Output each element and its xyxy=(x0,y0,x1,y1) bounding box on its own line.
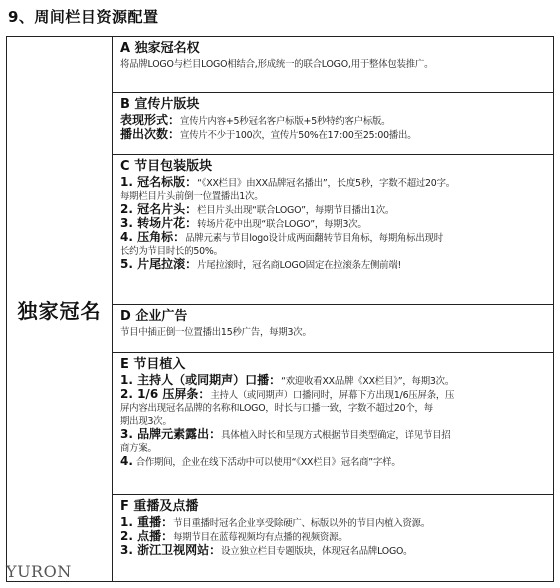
line-text: 节目重播时冠名企业享受除硬广、标版以外的节目内植入资源。 xyxy=(173,518,430,529)
section-d xyxy=(113,305,553,353)
page-heading: 9、周间栏目资源配置 xyxy=(8,8,159,26)
line-text: 宣传片不少于100次，宣传片50%在17:00至25:00播出。 xyxy=(180,130,417,141)
section-line xyxy=(120,231,547,245)
section-line xyxy=(120,402,547,415)
resource-table xyxy=(6,36,554,582)
section-line xyxy=(120,374,547,388)
line-text: “《XX栏目》由XX品牌冠名播出”，长度5秒，字数不超过20字。 xyxy=(197,178,455,189)
section-title: E 节目植入 xyxy=(120,357,186,372)
line-key: 4. xyxy=(120,454,133,468)
line-text: 品牌元素与节目logo设计成两面翻转节目角标，每期角标出现时 xyxy=(185,233,443,244)
line-text: 转场片花中出现“联合LOGO”，每期3次。 xyxy=(197,219,367,230)
sections-column xyxy=(113,37,553,581)
section-line xyxy=(120,388,547,402)
section-line xyxy=(120,258,547,272)
line-text: 合作期间，企业在线下活动中可以使用“《XX栏目》冠名商”字样。 xyxy=(132,457,401,468)
section-line xyxy=(120,203,547,217)
section-title: C 节目包装版块 xyxy=(120,159,213,174)
line-key: 1. 重播： xyxy=(120,515,174,529)
line-text: 商方案。 xyxy=(120,443,157,454)
line-text: 主持人（或同期声）口播同时，屏幕下方出现1/6压屏条，压 xyxy=(210,390,455,401)
line-text: 片尾拉滚时，冠名商LOGO固定在拉滚条左侧前端! xyxy=(197,260,402,271)
section-line xyxy=(120,442,547,455)
section-title: A 独家冠名权 xyxy=(120,41,200,56)
line-key: 2. 冠名片头： xyxy=(120,202,198,216)
line-key: 5. 片尾拉滚： xyxy=(120,257,198,271)
section-line xyxy=(120,516,547,530)
section-title: F 重播及点播 xyxy=(120,499,199,514)
line-text: 每期栏目片头前倒一位置播出1次。 xyxy=(120,191,264,202)
line-key: 4. 压角标： xyxy=(120,230,186,244)
line-key: 3. 转场片花： xyxy=(120,216,198,230)
line-key: 2. 1/6 压屏条： xyxy=(120,387,211,401)
line-key: 1. 主持人（或同期声）口播： xyxy=(120,373,282,387)
line-key: 1. 冠名标版： xyxy=(120,175,198,189)
section-line xyxy=(120,544,547,558)
section-line xyxy=(120,530,547,544)
section-title: B 宣传片版块 xyxy=(120,97,200,112)
section-line xyxy=(120,58,547,71)
section-line xyxy=(120,428,547,442)
exclusive-title-label: 独家冠名 xyxy=(17,298,102,323)
section-line xyxy=(120,326,547,339)
section-c xyxy=(113,155,553,305)
section-line xyxy=(120,128,547,142)
left-label-cell xyxy=(7,37,113,581)
line-text: 具体植入时长和呈现方式根据节目类型确定，详见节目招 xyxy=(221,430,451,441)
section-e xyxy=(113,353,553,495)
line-text: 将品牌LOGO与栏目LOGO相结合,形成统一的联合LOGO,用于整体包装推广。 xyxy=(120,59,434,70)
section-line xyxy=(120,176,547,190)
section-line xyxy=(120,455,547,469)
section-f xyxy=(113,495,553,581)
watermark-logo: YURON xyxy=(6,562,72,581)
line-key: 3. 浙江卫视网站： xyxy=(120,543,222,557)
section-a xyxy=(113,37,553,93)
line-text: 节目中插正倒一位置播出15秒广告，每期3次。 xyxy=(120,327,312,338)
line-key: 3. 品牌元素露出： xyxy=(120,427,222,441)
line-text: 每期节目在蓝莓视频均有点播的视频资源。 xyxy=(173,532,348,543)
line-text: 期出现3次。 xyxy=(120,416,172,427)
line-text: 设立独立栏目专题版块，体现冠名品牌LOGO。 xyxy=(221,546,413,557)
line-text: 宣传片内容+5秒冠名客户标版+5秒特约客户标版。 xyxy=(180,116,391,127)
line-text: 屏内容出现冠名品牌的名称和LOGO，时长与口播一致，字数不超过20个，每 xyxy=(120,403,433,414)
section-line xyxy=(120,114,547,128)
line-text: 长约为节目时长的50%。 xyxy=(120,246,223,257)
section-b xyxy=(113,93,553,155)
section-title: D 企业广告 xyxy=(120,309,188,324)
line-key: 2. 点播： xyxy=(120,529,174,543)
section-line xyxy=(120,217,547,231)
line-text: “欢迎收看XX品牌《XX栏目》”，每期3次。 xyxy=(281,376,454,387)
line-key: 播出次数： xyxy=(120,127,181,141)
line-text: 栏目片头出现“联合LOGO”，每期节目播出1次。 xyxy=(197,205,395,216)
line-key: 表现形式： xyxy=(120,113,181,127)
